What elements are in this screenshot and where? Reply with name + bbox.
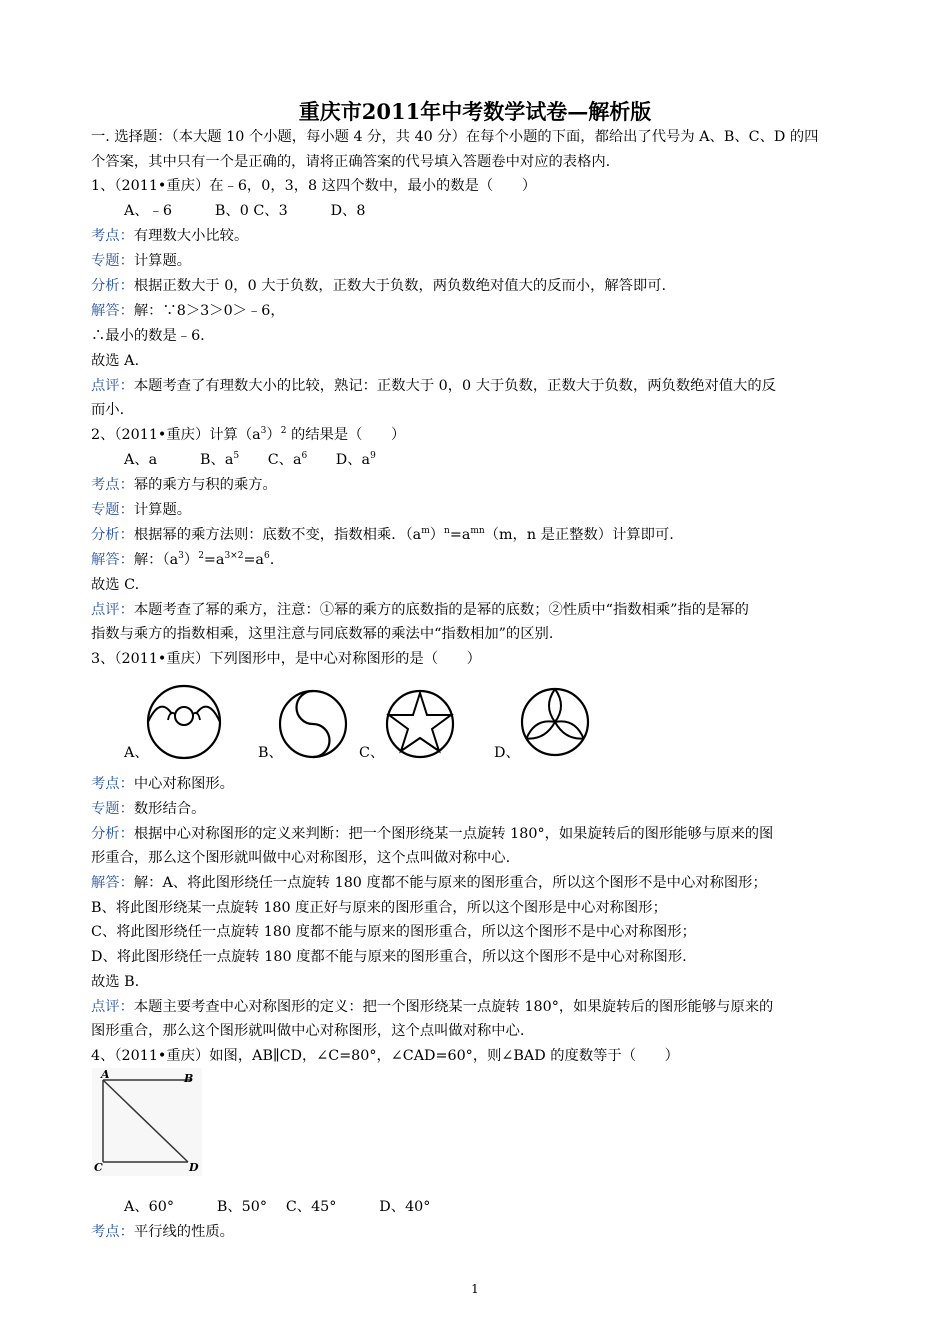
zhuanti-label: 专题：: [91, 253, 134, 269]
q1-step2: ∴最小的数是﹣6.: [91, 328, 205, 344]
q1-jieda: [91, 301, 285, 321]
figure-option-d: [519, 686, 591, 758]
figure-q4-trapezoid: [92, 1068, 202, 1176]
fig-label-c: C: [94, 1161, 103, 1174]
q4-kaodian-text: 平行线的性质。: [133, 1224, 234, 1240]
q3-option-b: B、: [258, 745, 283, 761]
dianping-label: 点评：: [91, 602, 134, 618]
fenxi-label: 分析：: [91, 826, 134, 842]
q3-kaodian: [91, 774, 234, 794]
q2-dianping2: 指数与乘方的指数相乘，这里注意与同底数幂的乘法中“指数相加”的区别.: [91, 626, 554, 642]
q3-jieda2: B、将此图形绕某一点旋转 180 度正好与原来的图形重合，所以这个图形是中心对称图形；: [91, 900, 667, 916]
q2-zhuanti: [91, 500, 191, 520]
zhuanti-label: 专题：: [91, 801, 134, 817]
q3-jieda-text: 解：A、将此图形绕任一点旋转 180 度都不能与原来的图形重合，所以这个图形不是中心对称图形；: [133, 875, 767, 891]
dianping-label: 点评：: [91, 378, 134, 394]
q3-jieda3: C、将此图形绕任一点旋转 180 度都不能与原来的图形重合，所以这个图形不是中心对称图形；: [91, 924, 696, 940]
q2-jieda: 解答：解：$(a^3)^2=a^{3\times 2}=a^6$.: [91, 551, 275, 568]
q2-dianping: [91, 600, 749, 620]
figure-option-c: [384, 688, 456, 760]
section-intro-line1: 一. 选择题：（本大题 10 个小题，每小题 4 分，共 40 分）在每个小题的下面，都给出了代号为 A、B、C、D 的四: [91, 129, 819, 145]
page-number: 1: [471, 1282, 479, 1296]
q1-stem: 1、（2011•重庆）在﹣6，0，3，8 这四个数中，最小的数是（ ）: [91, 178, 537, 194]
jieda-label: 解答：: [91, 303, 134, 319]
q1-zhuanti: [91, 251, 191, 271]
q1-dianping: [91, 376, 776, 396]
q3-option-c: C、: [359, 745, 385, 761]
q3-answer: 故选 B.: [91, 974, 140, 990]
q2-zhuanti-text: 计算题。: [133, 502, 192, 518]
q3-dianping-text: 本题主要考查中心对称图形的定义：把一个图形绕某一点旋转 180°，如果旋转后的图形能够与原来的: [133, 999, 774, 1015]
q4-kaodian: [91, 1222, 234, 1242]
q3-zhuanti-text: 数形结合。: [133, 801, 206, 817]
dianping-label: 点评：: [91, 999, 134, 1015]
section-intro-line2: 个答案，其中只有一个是正确的，请将正确答案的代号填入答题卷中对应的表格内.: [91, 154, 611, 170]
q2-kaodian-text: 幂的乘方与积的乘方。: [133, 477, 277, 493]
q1-answer: 故选 A.: [91, 353, 140, 369]
q1-kaodian-text: 有理数大小比较。: [133, 228, 249, 244]
kaodian-label: 考点：: [91, 1224, 134, 1240]
q4-options: A、60° B、50° C、45° D、40°: [124, 1199, 431, 1215]
page-title: 重庆市2011年中考数学试卷—解析版: [298, 99, 652, 124]
zhuanti-label: 专题：: [91, 502, 134, 518]
q3-option-a: A、: [124, 745, 149, 761]
q2-options: A、a B、$a^5$ C、$a^6$ D、$a^9$: [124, 451, 376, 468]
q1-dianping-text: 本题考查了有理数大小的比较，熟记：正数大于 0，0 大于负数，正数大于负数，两负数绝对值大的反: [133, 378, 776, 394]
q1-kaodian: [91, 226, 248, 246]
figure-option-a: [146, 684, 222, 760]
fenxi-label: 分析：: [91, 278, 134, 294]
q3-stem: 3、（2011•重庆）下列图形中，是中心对称图形的是（ ）: [91, 651, 481, 667]
q3-dianping: [91, 997, 773, 1017]
q2-kaodian: [91, 475, 277, 495]
q3-jieda: [91, 873, 767, 893]
q3-option-d: D、: [494, 745, 520, 761]
fig-label-b: B: [184, 1072, 194, 1085]
q1-fenxi-text: 根据正数大于 0，0 大于负数，正数大于负数，两负数绝对值大的反而小，解答即可.: [133, 278, 667, 294]
jieda-label: 解答：: [91, 875, 134, 891]
q3-dianping2: 图形重合，那么这个图形就叫做中心对称图形，这个点叫做对称中心.: [91, 1023, 525, 1039]
q3-zhuanti: [91, 799, 205, 819]
fig-label-a: A: [101, 1068, 110, 1081]
q3-fenxi-text: 根据中心对称图形的定义来判断：把一个图形绕某一点旋转 180°，如果旋转后的图形能够与原来的图: [133, 826, 774, 842]
figure-option-b: [277, 688, 349, 760]
q1-options: A、﹣6 B、0 C、3 D、8: [124, 203, 366, 219]
q3-fenxi: [91, 824, 773, 844]
kaodian-label: 考点：: [91, 477, 134, 493]
q2-fenxi: 分析：根据幂的乘方法则：底数不变，指数相乘．$(a^m)^n=a^{mn}(m$，n 是正整数）计算即可.: [91, 526, 674, 543]
q3-kaodian-text: 中心对称图形。: [133, 776, 234, 792]
q1-fenxi: [91, 276, 666, 296]
q4-stem: 4、（2011•重庆）如图，AB∥CD，∠C=80°，∠CAD=60°，则∠BAD 的度数等于（ ）: [91, 1048, 679, 1064]
q3-jieda4: D、将此图形绕任一点旋转 180 度都不能与原来的图形重合，所以这个图形不是中心对称图形.: [91, 949, 687, 965]
kaodian-label: 考点：: [91, 776, 134, 792]
q1-jieda-text: 解：∵8＞3＞0＞﹣6，: [133, 303, 285, 319]
fig-label-d: D: [189, 1161, 199, 1174]
kaodian-label: 考点：: [91, 228, 134, 244]
q2-dianping-text: 本题考查了幂的乘方，注意：①幂的乘方的底数指的是幂的底数；②性质中“指数相乘”指的是幂的: [133, 602, 749, 618]
q2-answer: 故选 C.: [91, 577, 140, 593]
q1-dianping2: 而小.: [91, 402, 125, 418]
q2-stem: 2、（2011•重庆）计算$(a^3)^2$ 的结果是（ ）: [91, 426, 406, 443]
q3-fenxi2: 形重合，那么这个图形就叫做中心对称图形，这个点叫做对称中心.: [91, 850, 511, 866]
q1-zhuanti-text: 计算题。: [133, 253, 192, 269]
